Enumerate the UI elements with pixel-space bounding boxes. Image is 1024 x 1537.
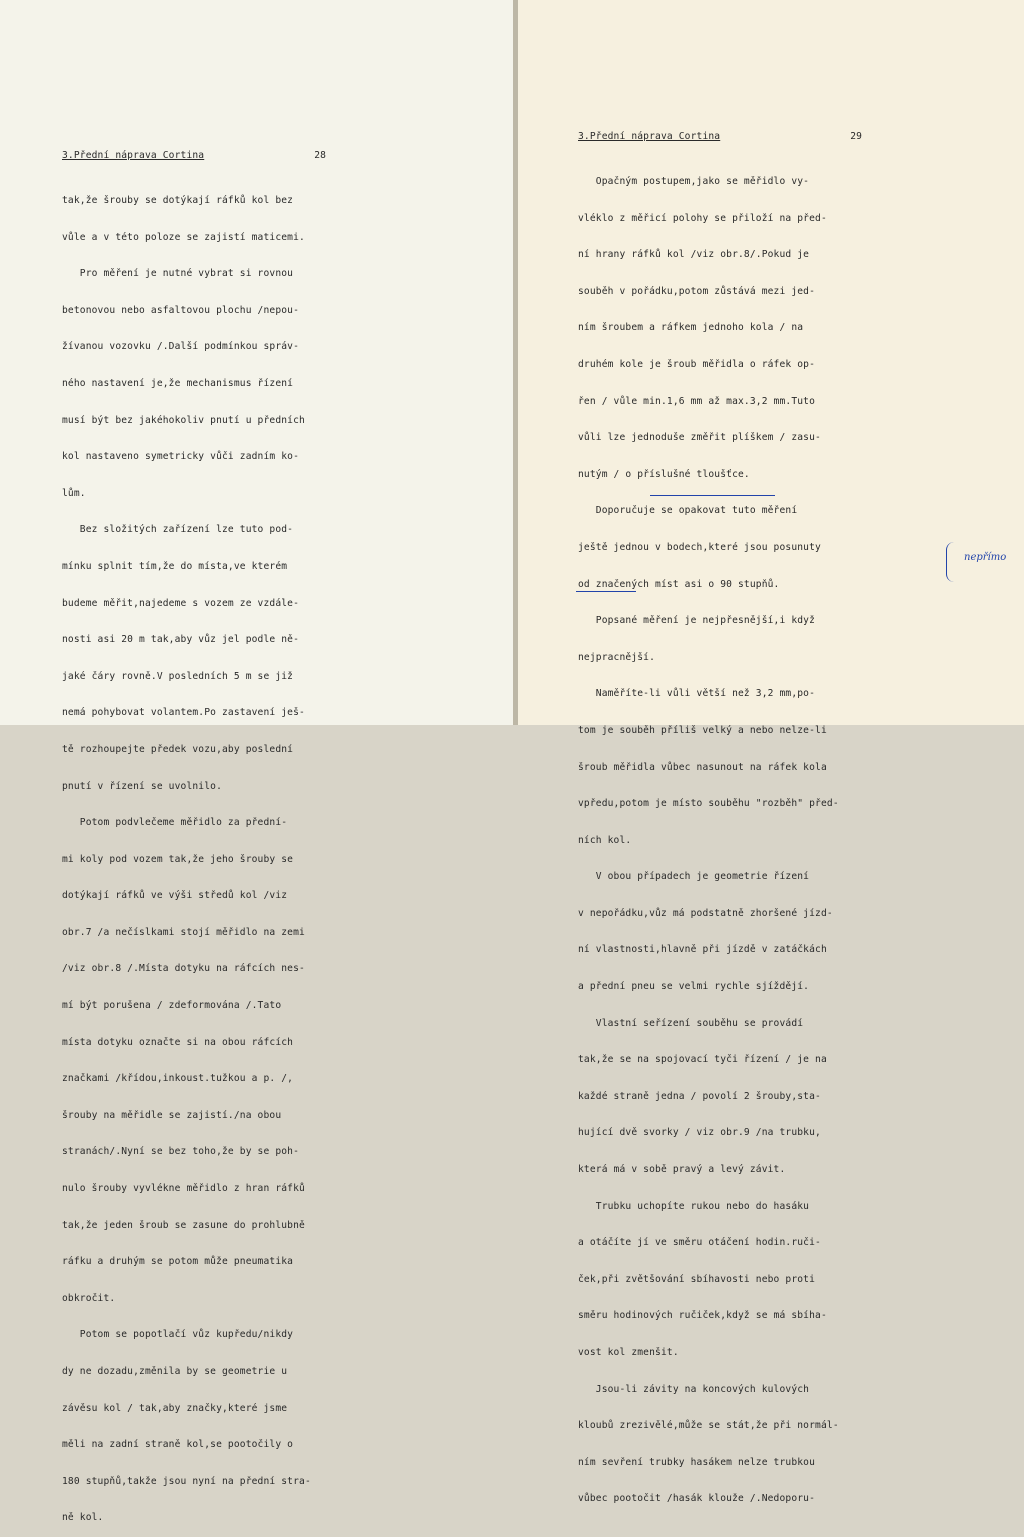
left-page-title: 3.Přední náprava Cortina [62, 150, 205, 162]
left-line: nosti asi 20 m tak,aby vůz jel podle ně- [62, 634, 300, 646]
right-line: směru hodinových ručiček,když se má sbíha- [578, 1310, 827, 1322]
right-page-text [578, 107, 862, 1518]
right-page-title: 3.Přední náprava Cortina [578, 131, 721, 143]
right-line: tak,že se na spojovací tyči řízení / je na [578, 1054, 827, 1066]
right-line: ní vlastnosti,hlavně při jízdě v zatáčkách [578, 944, 827, 956]
left-line: závěsu kol / tak,aby značky,které jsme [62, 1402, 288, 1414]
right-line: vůbec pootočit /hasák klouže /.Nedoporu- [578, 1493, 816, 1505]
ink-underline-2 [576, 591, 636, 592]
left-page-text [62, 126, 326, 1537]
left-page-number: 28 [314, 150, 327, 162]
left-line: nemá pohybovat volantem.Po zastavení ješ- [62, 707, 305, 719]
left-line: ně kol. [62, 1512, 104, 1524]
right-line: tom je souběh příliš velký a nebo nelze-li [578, 724, 827, 736]
right-line: každé straně jedna / povolí 2 šrouby,sta- [578, 1090, 821, 1102]
left-line: betonovou nebo asfaltovou plochu /nepou- [62, 304, 300, 316]
right-line: nutým / o příslušné tloušťce. [578, 468, 750, 480]
left-line: kol nastaveno symetricky vůči zadním ko- [62, 451, 300, 463]
left-line: tě rozhoupejte předek vozu,aby poslední [62, 743, 294, 755]
left-line: obr.7 /a nečíslkami stojí měřidlo na zemi [62, 926, 305, 938]
left-line: obkročit. [62, 1292, 116, 1304]
left-line: mí být porušena / zdeformována /.Tato [62, 1000, 282, 1012]
right-line: souběh v pořádku,potom zůstává mezi jed- [578, 285, 816, 297]
left-line: vůle a v této poloze se zajistí maticemi. [62, 231, 305, 243]
left-line: budeme měřit,najedeme s vozem ze vzdále- [62, 597, 300, 609]
right-line: ček,při zvětšování sbíhavosti nebo proti [578, 1273, 816, 1285]
right-line: Vlastní seřízení souběhu se provádí [578, 1017, 804, 1029]
left-line: místa dotyku označte si na obou ráfcích [62, 1036, 294, 1048]
right-line: Doporučuje se opakovat tuto měření [578, 505, 798, 517]
right-line: vůli lze jednoduše změřit plíškem / zasu- [578, 432, 821, 444]
left-line: dy ne dozadu,změnila by se geometrie u [62, 1366, 288, 1377]
left-line: nulo šrouby vyvlékne měřidlo z hran ráfků [62, 1183, 305, 1195]
right-line: Trubku uchopíte rukou nebo do hasáku [578, 1200, 810, 1212]
right-line: nejpracnější. [578, 651, 656, 663]
left-line: musí být bez jakéhokoliv pnutí u předních [62, 414, 305, 426]
right-line: Naměříte-li vůli větší než 3,2 mm,po- [578, 688, 816, 700]
right-line: V obou případech je geometrie řízení [578, 871, 810, 883]
right-line: a přední pneu se velmi rychle sjíždějí. [578, 981, 810, 993]
left-line: 180 stupňů,takže jsou nyní na přední stra- [62, 1475, 311, 1487]
margin-note: nepřímo [964, 552, 1007, 563]
right-line: a otáčíte jí ve směru otáčení hodin.ruči- [578, 1237, 821, 1249]
right-line: vpředu,potom je místo souběhu "rozběh" před- [578, 798, 839, 810]
left-line: značkami /křídou,inkoust.tužkou a p. /, [62, 1073, 294, 1085]
left-line: Bez složitých zařízení lze tuto pod- [62, 524, 294, 536]
left-line: stranách/.Nyní se bez toho,že by se poh- [62, 1146, 300, 1158]
right-line: ještě jednou v bodech,které jsou posunuty [578, 541, 821, 553]
right-line: šroub měřidla vůbec nasunout na ráfek kola [578, 761, 827, 773]
right-line: která má v sobě pravý a levý závit. [578, 1164, 786, 1176]
left-line: tak,že šrouby se dotýkají ráfků kol bez [62, 195, 294, 206]
left-line: lům. [62, 487, 86, 499]
right-line: Opačným postupem,jako se měřidlo vy- [578, 176, 810, 187]
left-line: Potom podvlečeme měřidlo za přední- [62, 817, 288, 829]
left-line: měli na zadní straně kol,se pootočily o [62, 1439, 294, 1451]
margin-brace [946, 542, 959, 582]
right-line: ních kol. [578, 834, 632, 846]
left-line: mi koly pod vozem tak,že jeho šrouby se [62, 853, 294, 865]
left-line: mínku splnit tím,že do místa,ve kterém [62, 560, 288, 572]
left-line: tak,že jeden šroub se zasune do prohlubně [62, 1219, 305, 1231]
left-line: dotýkají ráfků ve výši středů kol /viz [62, 890, 288, 902]
right-line: od značených míst asi o 90 stupňů. [578, 578, 780, 590]
left-line: pnutí v řízení se uvolnilo. [62, 780, 222, 792]
right-line: v nepořádku,vůz má podstatně zhoršené jízd- [578, 907, 833, 919]
right-line: ním sevření trubky hasákem nelze trubkou [578, 1456, 816, 1468]
right-page-number: 29 [850, 131, 863, 143]
right-line: druhém kole je šroub měřidla o ráfek op- [578, 358, 816, 370]
left-line: Pro měření je nutné vybrat si rovnou [62, 268, 294, 280]
right-line: ním šroubem a ráfkem jednoho kola / na [578, 322, 804, 334]
right-line: Jsou-li závity na koncových kulových [578, 1383, 810, 1395]
left-line: žívanou vozovku /.Další podmínkou správ- [62, 341, 300, 353]
left-line: ráfku a druhým se potom může pneumatika [62, 1256, 294, 1268]
left-line: ného nastavení je,že mechanismus řízení [62, 377, 294, 389]
right-line: hující dvě svorky / viz obr.9 /na trubku, [578, 1127, 821, 1139]
right-line: řen / vůle min.1,6 mm až max.3,2 mm.Tuto [578, 395, 816, 407]
left-line: /viz obr.8 /.Místa dotyku na ráfcích nes- [62, 963, 305, 975]
left-line: šrouby na měřidle se zajistí./na obou [62, 1109, 282, 1121]
right-line: vost kol zmenšit. [578, 1347, 679, 1358]
right-line: kloubů zrezivělé,může se stát,že při normál- [578, 1420, 839, 1432]
left-line: jaké čáry rovně.V posledních 5 m se již [62, 670, 294, 682]
left-line: Potom se popotlačí vůz kupředu/nikdy [62, 1329, 294, 1341]
right-page-header [578, 131, 862, 143]
ink-underline-1 [650, 495, 775, 496]
left-page-header [62, 150, 326, 162]
right-line: Popsané měření je nejpřesnější,i když [578, 615, 816, 627]
right-line: vléklo z měřicí polohy se přiloží na před- [578, 212, 827, 224]
right-line: ní hrany ráfků kol /viz obr.8/.Pokud je [578, 249, 810, 261]
